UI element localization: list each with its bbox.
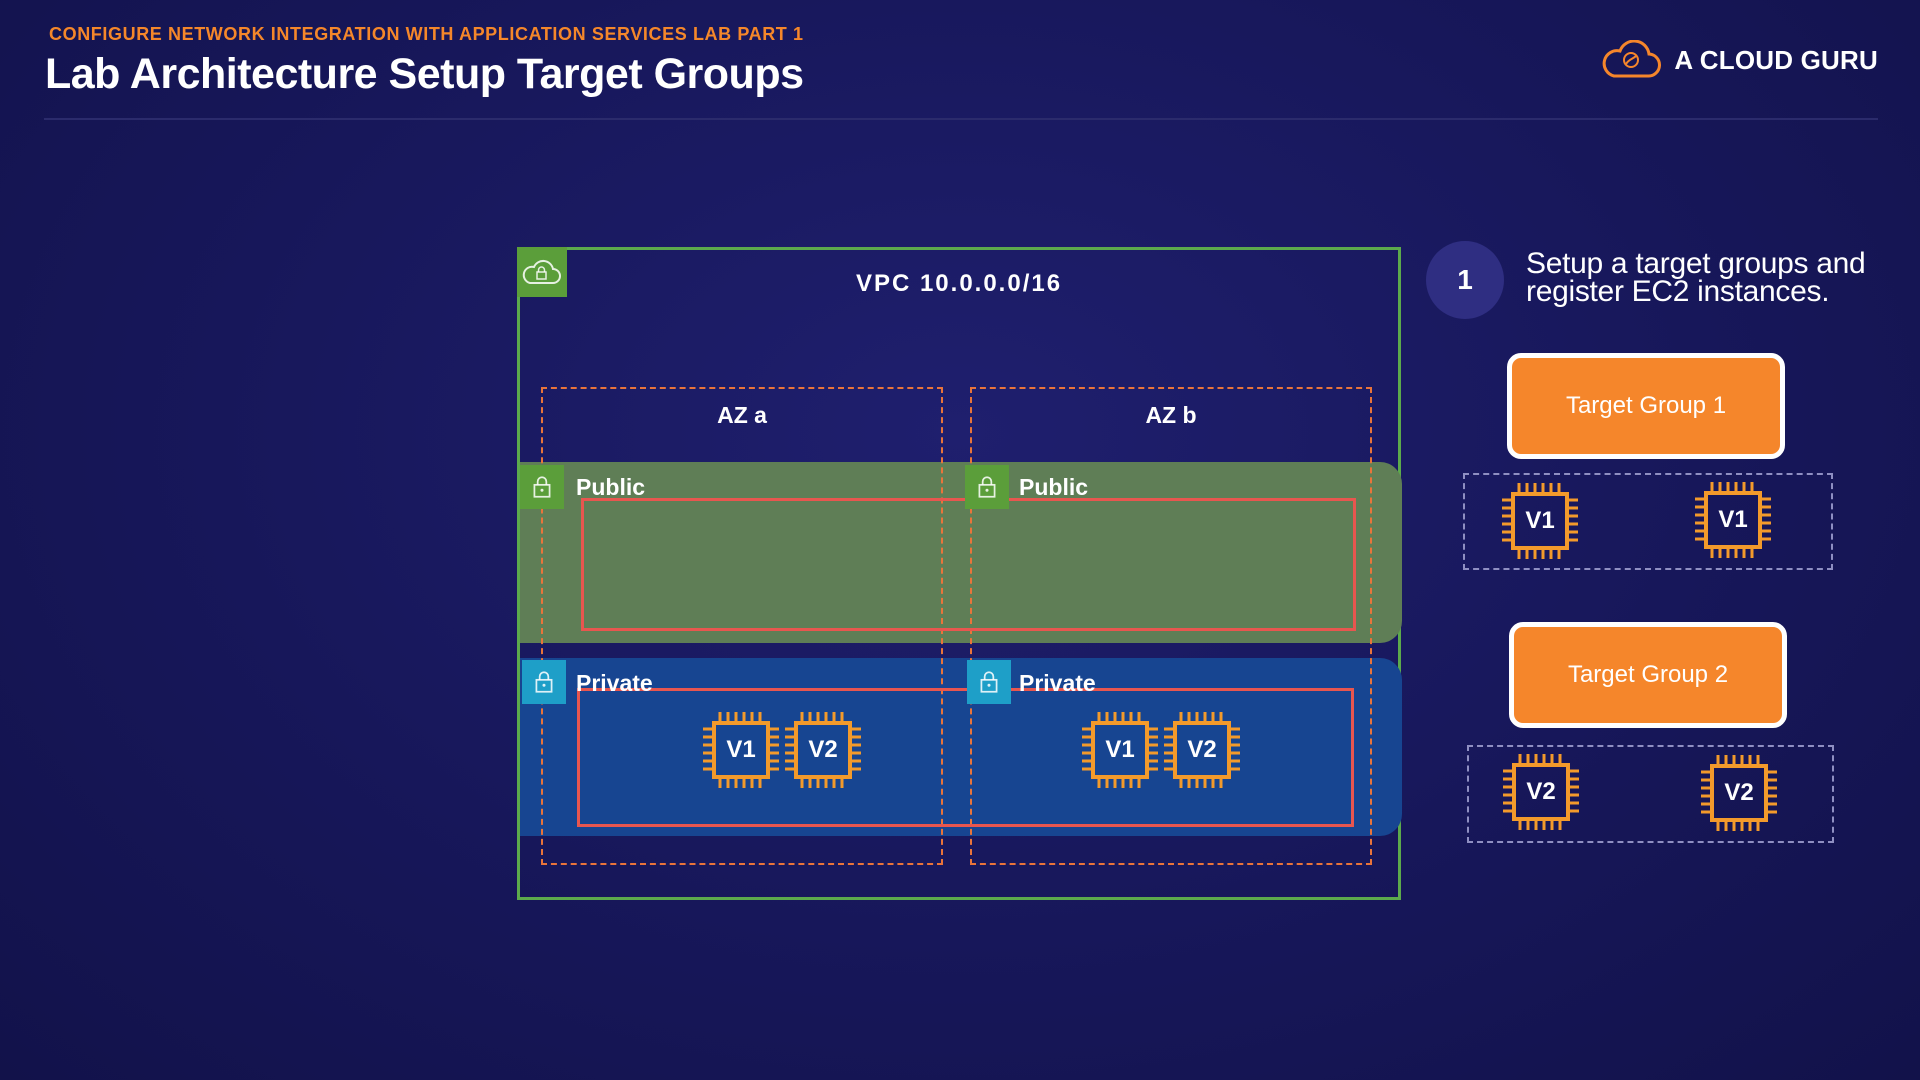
step-description: Setup a target groups and register EC2 instances.	[1526, 247, 1866, 308]
public-subnet-label-b: Public	[1019, 474, 1089, 500]
public-route-rect	[581, 498, 1356, 631]
ec2-instance-chip: V2	[1698, 752, 1780, 834]
slide-title: Lab Architecture Setup Target Groups	[45, 50, 804, 98]
ec2-instance-chip: V1	[1499, 480, 1581, 562]
private-subnet-lock-icon-b	[967, 660, 1011, 704]
az-a-label: AZ a	[717, 402, 767, 428]
private-subnet-label-b: Private	[1019, 670, 1096, 696]
ec2-instance-chip: V1	[1692, 479, 1774, 561]
cloud-logo-icon	[1600, 40, 1662, 80]
public-subnet-label-a: Public	[576, 474, 646, 500]
vpc-label: VPC 10.0.0.0/16	[855, 270, 1063, 297]
public-subnet-lock-icon-a	[520, 465, 564, 509]
brand-logo	[1600, 40, 1878, 80]
ec2-instance-chip: V1	[700, 709, 782, 791]
ec2-instance-chip: V2	[1500, 751, 1582, 833]
target-group-1-button: Target Group 1	[1507, 353, 1785, 459]
slide-subtitle: CONFIGURE NETWORK INTEGRATION WITH APPLICATION SERVICES LAB PART 1	[49, 24, 804, 44]
header-divider	[44, 118, 1878, 120]
brand-name: A CLOUD GURU	[1674, 44, 1878, 75]
target-group-2-button: Target Group 2	[1509, 622, 1787, 728]
private-subnet-label-a: Private	[576, 670, 653, 696]
ec2-instance-chip: V1	[1079, 709, 1161, 791]
az-b-label: AZ b	[1145, 402, 1197, 428]
ec2-instance-chip: V2	[782, 709, 864, 791]
public-subnet-lock-icon-b	[965, 465, 1009, 509]
step-number-badge: 1	[1426, 241, 1504, 319]
private-subnet-lock-icon-a	[522, 660, 566, 704]
ec2-instance-chip: V2	[1161, 709, 1243, 791]
